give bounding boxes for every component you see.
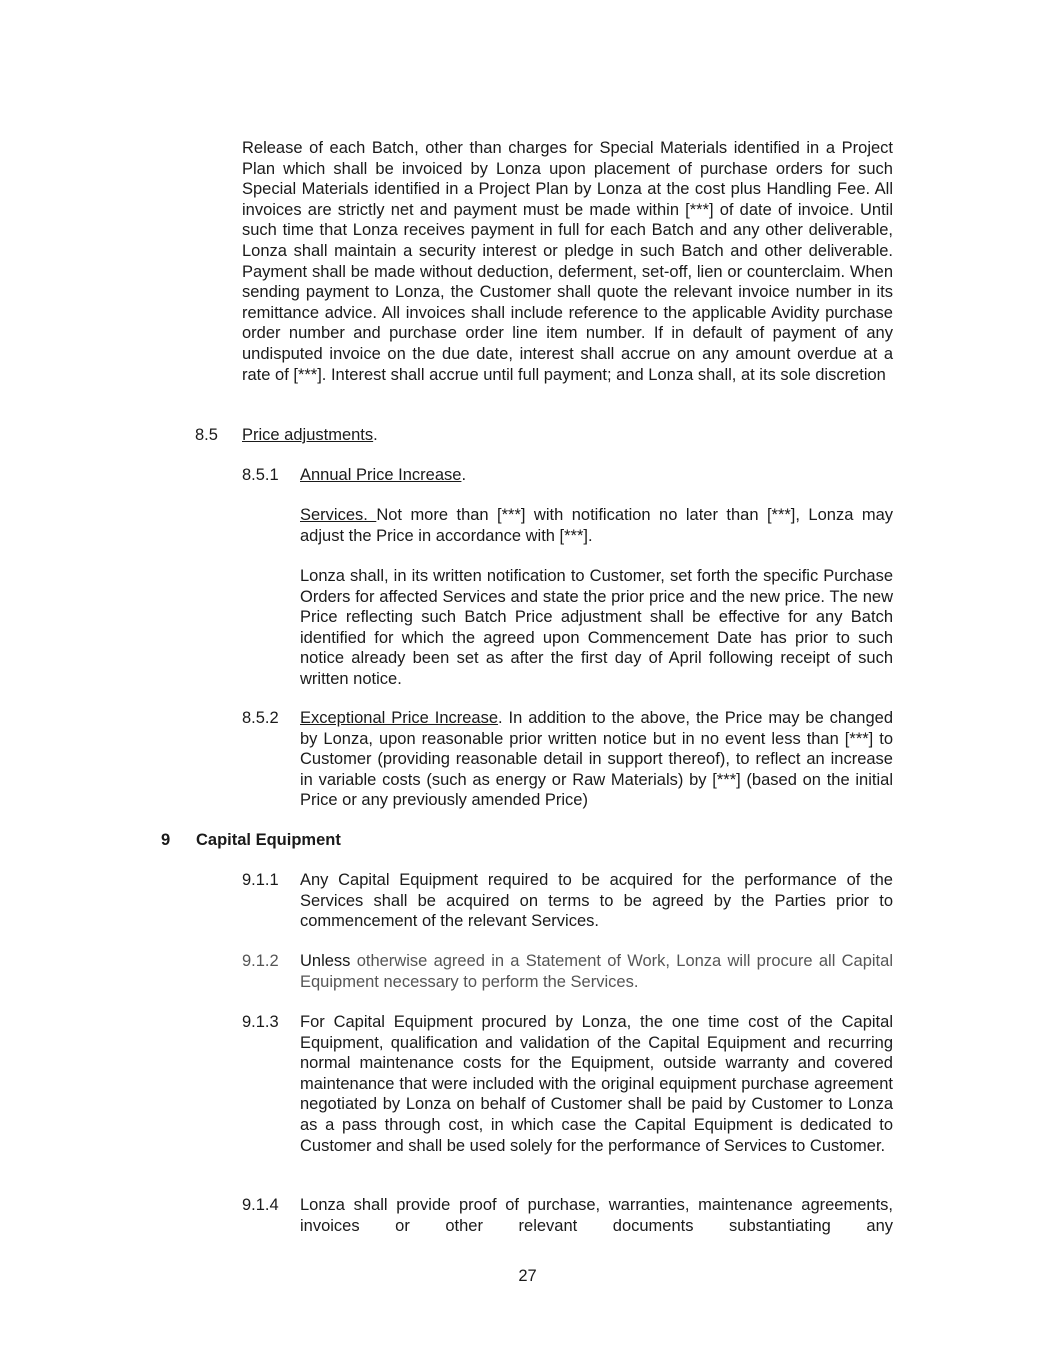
section-8-5-2-title: Exceptional Price Increase: [300, 709, 499, 727]
page-number: 27: [518, 1267, 537, 1285]
section-9-1-4-number: 9.1.4: [242, 1196, 279, 1214]
section-8-5-number: 8.5: [195, 426, 218, 444]
section-9-1-2-paragraph: [300, 951, 893, 992]
section-9-1-1-paragraph: Any Capital Equipment required to be acquired for the performance of the Services shall be acquired on terms to be agreed by the Parties prior to commencement of the relevant Services.: [300, 871, 893, 931]
section-8-5-1-number: 8.5.1: [242, 466, 279, 484]
section-8-5-title: Price adjustments: [242, 426, 374, 444]
section-8-5-1-services-paragraph: [300, 505, 893, 546]
section-8-5-heading: [242, 425, 893, 446]
section-8-5-1-suffix: .: [461, 466, 467, 484]
section-9-1-4-paragraph: Lonza shall provide proof of purchase, warranties, maintenance agreements, invoices or other relevant documents substantiating any: [300, 1196, 893, 1235]
section-8-5-1-title: Annual Price Increase: [300, 466, 462, 484]
section-8-5-2-number: 8.5.2: [242, 709, 279, 727]
section-9-1-3-paragraph: For Capital Equipment procured by Lonza, the one time cost of the Capital Equipment, qualification and validation of the Capital Equipment and recurring normal maintenance costs for the Equipment, outside warranty and covered maintenance that were included with the original equipment purchase agreement negotiated by Lonza on behalf of Customer shall be paid by Customer to Lonza as a pass through cost, in which case the Capital Equipment is dedicated to Customer and shall be used solely for the performance of Services to Customer.: [300, 1013, 893, 1155]
section-9-1-2-text: otherwise agreed in a Statement of Work, Lonza will procure all Capital Equipment necessary to perform the Services.: [300, 952, 893, 991]
section-9-1-1-number: 9.1.1: [242, 871, 279, 889]
section-8-5-1-heading: [300, 465, 893, 486]
services-text: Not more than [***] with notification no later than [***], Lonza may adjust the Price in accordance with [***].: [300, 506, 893, 545]
section-8-5-suffix: .: [373, 426, 378, 444]
section-9-1-2-lead: Unless: [300, 952, 351, 970]
section-8-5-2-text: . In addition to the above, the Price may be changed by Lonza, upon reasonable prior written notice but in no event less than [***] to Customer (providing reasonable detail in support thereof), to reflect an increase in variable costs (such as energy or Raw Materials) by [***] (based on the initial Price or any previously amended Price): [300, 709, 893, 810]
section-8-5-2-paragraph: [300, 708, 893, 811]
section-9-number: 9: [161, 831, 171, 849]
services-label: Services.: [300, 506, 377, 524]
section-9-1-2-number: 9.1.2: [242, 952, 279, 970]
continuation-paragraph: Release of each Batch, other than charges for Special Materials identified in a Project Plan which shall be invoiced by Lonza upon placement of purchase orders for such Special Materials identified in a Project Plan by Lonza at the cost plus Handling Fee. All invoices are strictly net and payment must be made within [***] of date of invoice. Until such time that Lonza receives payment in full for each Batch and any other deliverable, Lonza shall maintain a security interest or pledge in such Batch and other deliverable. Payment shall be made without deduction, deferment, set-off, lien or counterclaim. When sending payment to Lonza, the Customer shall quote the relevant invoice number in its remittance advice. All invoices shall include reference to the applicable Avidity purchase order number and purchase order line item number. If in default of payment of any undisputed invoice on the due date, interest shall accrue on any amount overdue at a rate of [***]. Interest shall accrue until full payment; and Lonza shall, at its sole discretion: [242, 139, 893, 384]
section-9-title: Capital Equipment: [196, 831, 341, 849]
section-9-1-3-number: 9.1.3: [242, 1013, 279, 1031]
section-8-5-1-notification-paragraph: Lonza shall, in its written notification to Customer, set forth the specific Purchase Orders for affected Services and state the prior price and the new price. The new Price reflecting such Batch Price adjustment shall be effective for any Batch identified for which the agreed upon Commencement Date has prior to such notice already been set as after the first day of April following receipt of such written notice.: [300, 567, 893, 688]
